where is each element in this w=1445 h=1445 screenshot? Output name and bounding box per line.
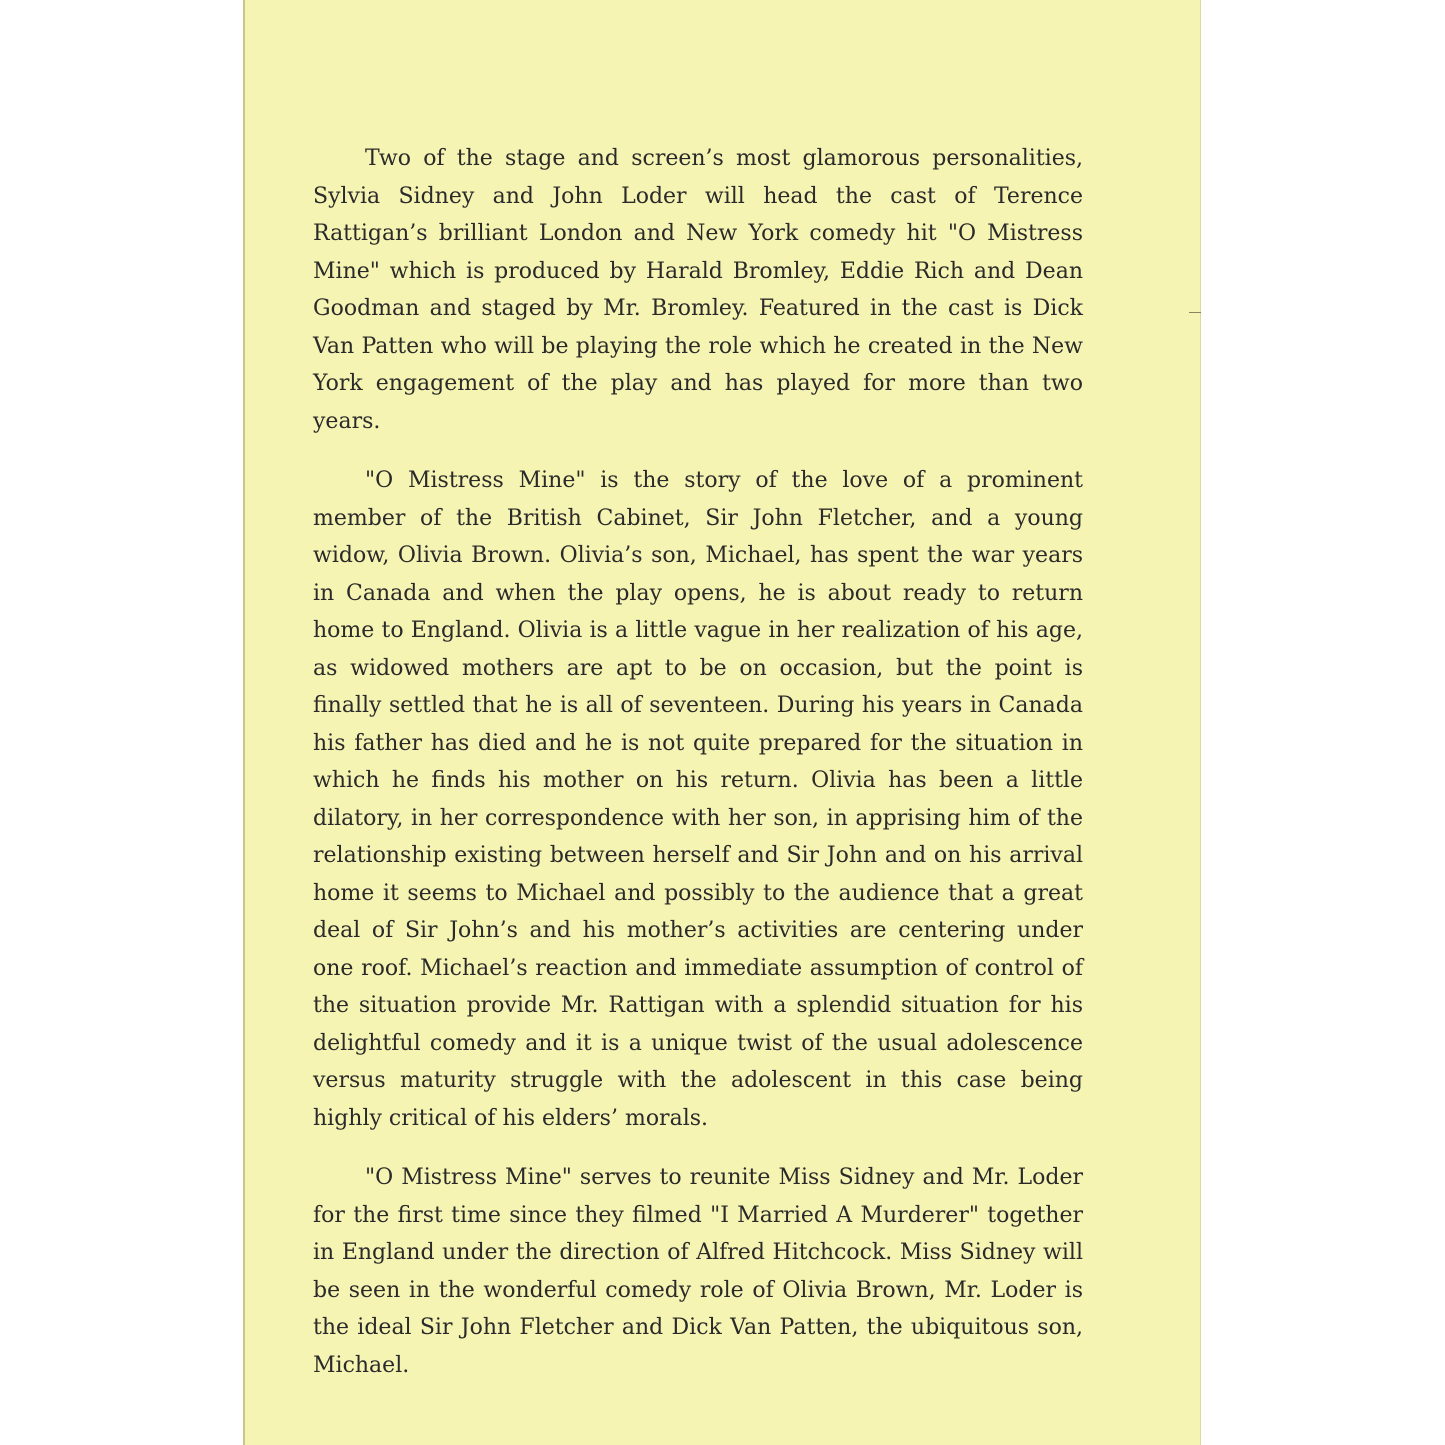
paragraph-plot-summary: "O Mistress Mine" is the story of the love of a prominent member of the British Cabinet, Sir John Fletcher, and a young widow, Olivia Brown. Olivia’s son, Michael, has spent the war years in Canada and when the play opens, he is about ready to return home to England. Olivia is a little vague in her realization of his age, as widowed mothers are apt to be on occasion, but the point is finally settled that he is all of seventeen. During his years in Canada his father has died and he is not quite prepared for the situation in which he finds his mother on his return. Olivia has been a little dilatory, in her correspondence with her son, in apprising him of the relationship existing between herself and Sir John and on his arrival home it seems to Michael and possibly to the audience that a great deal of Sir John’s and his mother’s activities are centering under one roof. Michael’s reaction and immediate assumption of control of the situation provide Mr. Rattigan with a splendid situation for his delightful comedy and it is a unique twist of the usual adolescence versus maturity struggle with the adolescent in this case being highly critical of his elders’ morals.: [313, 468, 1083, 1131]
paper-page: [243, 0, 1201, 1445]
paragraph-reunion: "O Mistress Mine" serves to reunite Miss Sidney and Mr. Loder for the first time since they filmed "I Married A Murderer" together in England under the direction of Alfred Hitchcock. Miss Sidney will be seen in the wonderful comedy role of Olivia Brown, Mr. Loder is the ideal Sir John Fletcher and Dick Van Patten, the ubiquitous son, Michael.: [313, 1165, 1083, 1378]
body-text: [313, 140, 1083, 1384]
paper-edge-mark: [1189, 312, 1201, 313]
paragraph-cast-announcement: Two of the stage and screen’s most glamorous personalities, Sylvia Sidney and John Loder will head the cast of Terence Rattigan’s brilliant London and New York comedy hit "O Mistress Mine" which is produced by Harald Bromley, Eddie Rich and Dean Goodman and staged by Mr. Bromley. Featured in the cast is Dick Van Patten who will be playing the role which he created in the New York engagement of the play and has played for more than two years.: [313, 146, 1083, 434]
